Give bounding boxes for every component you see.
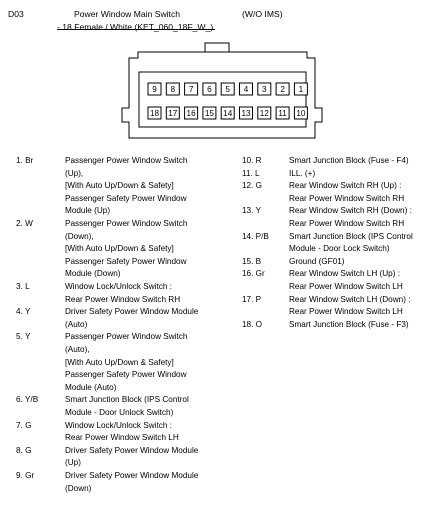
pin-description-line: Rear Power Window Switch RH [289, 193, 405, 203]
pin-label: 3. L [16, 282, 30, 291]
pin-description-line: Smart Junction Block (Fuse - F4) [289, 156, 409, 165]
pin-number: 15 [204, 109, 214, 119]
pin-description-line: Window Lock/Unlock Switch : [65, 282, 172, 291]
pin-description-line: Driver Safety Power Window Module [65, 307, 199, 317]
pin-description-line: ILL. (+) [289, 168, 316, 178]
pin-label: 13. Y [242, 206, 261, 216]
pin-description-line: (Down), [65, 231, 94, 241]
pin-number: 9 [152, 85, 157, 95]
pin-number: 10 [296, 109, 306, 119]
connector-subtitle: - 18 Female / White (KET_060_18F_W_) [57, 22, 214, 32]
pin-description-line: (Down) [65, 483, 92, 493]
pin-description-line: Rear Power Window Switch RH [65, 294, 181, 304]
pin-description-line: Module (Up) [65, 206, 111, 216]
pin-label: 12. G [242, 181, 263, 191]
pin-description-line: Window Lock/Unlock Switch : [65, 420, 172, 430]
pin-number: 13 [241, 109, 251, 119]
connector-latch [205, 43, 229, 52]
pin-description-line: Passenger Power Window Switch [65, 332, 188, 342]
pin-label: 11. L [242, 168, 260, 178]
pin-number: 14 [223, 109, 233, 119]
pin-number: 4 [243, 85, 249, 95]
pin-description-line: Module (Down) [65, 269, 121, 279]
pin-description-line: Rear Power Window Switch LH [289, 307, 403, 317]
pin-description-line: Smart Junction Block (IPS Control [289, 231, 413, 241]
pin-description-line: [With Auto Up/Down & Safety] [65, 181, 174, 191]
pin-label: 15. B [242, 256, 262, 266]
pin-number: 6 [207, 85, 212, 95]
pin-number: 18 [149, 109, 160, 119]
pin-description-line: Rear Window Switch LH (Down) : [289, 294, 411, 304]
pin-description-line: Rear Power Window Switch LH [65, 433, 179, 443]
pin-label: 7. G [16, 420, 32, 430]
pin-description-line: [With Auto Up/Down & Safety] [65, 357, 174, 367]
pin-number: 2 [280, 85, 285, 95]
pin-number: 5 [225, 85, 230, 95]
pin-label: 2. W [16, 219, 33, 228]
pin-label: 18. O [242, 319, 263, 329]
pin-label: 4. Y [16, 307, 31, 317]
pin-description-line: Driver Safety Power Window Module [65, 471, 199, 480]
pin-description-line: Passenger Power Window Switch [65, 156, 188, 165]
pin-description-line: Driver Safety Power Window Module [65, 445, 199, 455]
pin-description-line: Smart Junction Block (IPS Control [65, 395, 189, 405]
pin-label: 16. Gr [242, 269, 265, 279]
pin-description-line: Passenger Safety Power Window [65, 370, 187, 380]
pin-description-line: Ground (GF01) [289, 256, 345, 266]
pin-description-line: Passenger Safety Power Window [65, 193, 187, 203]
pin-label: 8. G [16, 445, 32, 455]
pin-description-line: (Up), [65, 168, 84, 178]
pin-description-line: Module (Auto) [65, 382, 117, 392]
pin-description-line: Passenger Power Window Switch [65, 219, 188, 228]
pin-description-line: Rear Window Switch RH (Down) : [289, 206, 412, 216]
pin-label: 9. Gr [16, 471, 35, 480]
connector-code: D03 [8, 9, 24, 19]
connector-title: Power Window Main Switch [74, 9, 181, 19]
pin-number: 11 [278, 109, 287, 119]
pin-description-line: (Up) [65, 458, 81, 468]
pin-description-line: Module - Door Lock Switch) [289, 244, 390, 254]
pin-label: 10. R [242, 156, 262, 165]
pin-number: 3 [262, 85, 267, 95]
pin-label: 1. Br [16, 156, 34, 165]
pin-description-line: Rear Window Switch LH (Up) : [289, 269, 401, 279]
pin-description-line: Rear Power Window Switch RH [289, 219, 405, 228]
pin-label: 5. Y [16, 332, 31, 342]
pin-number: 1 [298, 85, 304, 95]
pin-number: 16 [186, 109, 196, 119]
pin-description-line: [With Auto Up/Down & Safety] [65, 244, 174, 254]
pin-description-line: Smart Junction Block (Fuse - F3) [289, 319, 409, 329]
pin-description-line: Rear Window Switch RH (Up) : [289, 181, 402, 191]
pin-number: 12 [259, 109, 269, 119]
pin-number: 7 [188, 85, 194, 95]
pin-number: 17 [168, 109, 178, 119]
pin-label: 17. P [242, 294, 262, 304]
connector-variant: (W/O IMS) [242, 9, 283, 19]
pin-description-line: Passenger Safety Power Window [65, 256, 187, 266]
pin-description-line: (Auto) [65, 319, 88, 329]
pin-description-line: (Auto), [65, 345, 90, 354]
connector-diagram [0, 0, 431, 160]
pin-number: 8 [170, 85, 176, 95]
pin-label: 6. Y/B [16, 395, 39, 405]
pin-description-line: Module - Door Unlock Switch) [65, 408, 174, 417]
pin-label: 14. P/B [242, 231, 269, 241]
pin-description-line: Rear Power Window Switch LH [289, 282, 403, 291]
